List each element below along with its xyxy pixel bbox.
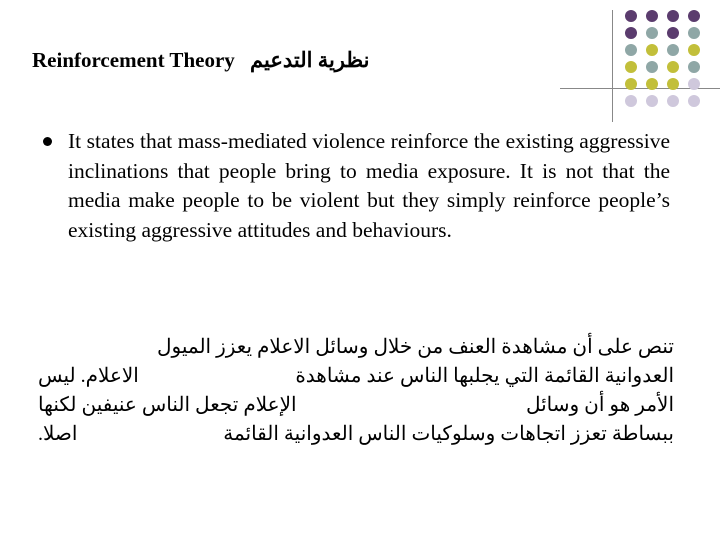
title-english: Reinforcement Theory — [32, 48, 235, 72]
decorative-dot — [625, 95, 637, 107]
bullet-text: It states that mass-mediated violence reinforce the existing aggressive inclinations that people bring to media exposure. It is not that the media make people to be violent but they simply reinforce people’s existing aggressive attitudes and behaviours. — [68, 129, 670, 242]
bullet-dot-icon — [43, 137, 52, 146]
arabic-line-3-right: الأمر هو أن وسائل — [525, 394, 674, 416]
decorative-dot — [625, 44, 637, 56]
decorative-dot — [646, 44, 658, 56]
arabic-line-3-left: الإعلام تجعل الناس عنيفين لكنها — [38, 394, 297, 416]
arabic-line-3 — [38, 391, 674, 420]
arabic-line-1 — [38, 333, 674, 362]
arabic-line-2-left: الاعلام. ليس — [38, 365, 139, 387]
arabic-paragraph — [38, 333, 674, 449]
decorative-dot — [625, 27, 637, 39]
decorative-dot — [646, 78, 658, 90]
decorative-dot — [667, 44, 679, 56]
decorative-dot — [625, 10, 637, 22]
decorative-dot — [667, 95, 679, 107]
decorative-dot — [667, 10, 679, 22]
decorative-dot — [688, 44, 700, 56]
title-arabic: نظرية التدعيم — [250, 48, 370, 72]
arabic-line-2 — [38, 362, 674, 391]
decorative-dot — [688, 27, 700, 39]
decorative-dot — [667, 61, 679, 73]
arabic-line-4-left: اصلا. — [38, 423, 78, 445]
decorative-dot — [646, 61, 658, 73]
decorative-dot — [625, 78, 637, 90]
decorative-dot — [688, 61, 700, 73]
decorative-dot — [688, 78, 700, 90]
arabic-line-4-right: ببساطة تعزز اتجاهات وسلوكيات الناس العدوانية القائمة — [223, 423, 674, 445]
arabic-line-1-right: تنص على أن مشاهدة العنف من خلال وسائل الاعلام يعزز الميول — [156, 336, 674, 358]
decorative-dot — [646, 10, 658, 22]
decorative-vertical-line — [612, 10, 613, 122]
slide-title — [32, 48, 369, 73]
arabic-line-2-right: العدوانية القائمة التي يجلبها الناس عند مشاهدة — [295, 365, 674, 387]
decorative-dot — [667, 78, 679, 90]
decorative-dot — [667, 27, 679, 39]
arabic-line-4 — [38, 420, 674, 449]
decorative-dot-grid — [625, 10, 715, 120]
decorative-dot — [646, 27, 658, 39]
decorative-dot — [688, 95, 700, 107]
decorative-dot — [646, 95, 658, 107]
decorative-dot — [625, 61, 637, 73]
decorative-dot — [688, 10, 700, 22]
